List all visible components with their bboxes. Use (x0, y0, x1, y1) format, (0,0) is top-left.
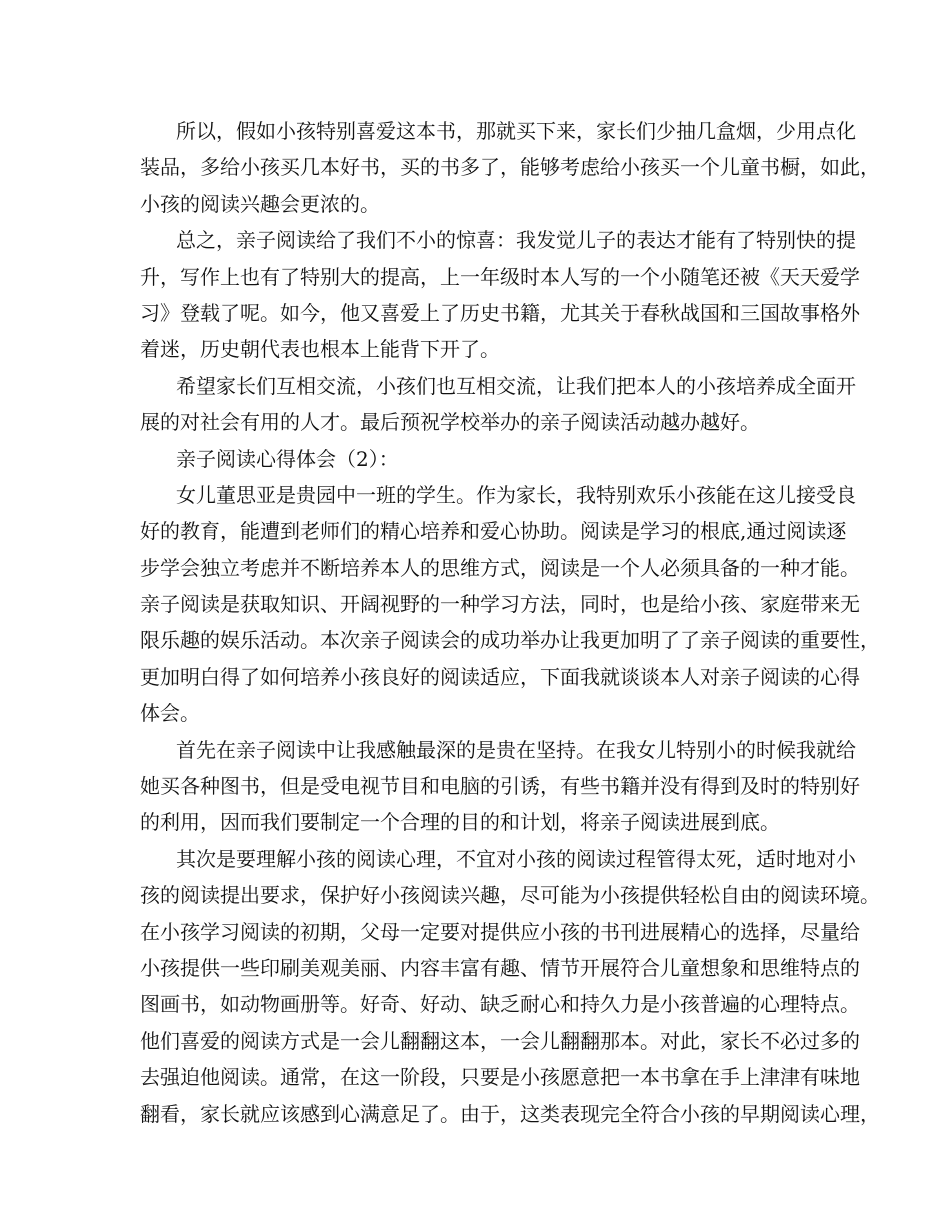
document-body (140, 113, 880, 1132)
text-line: 去强迫他阅读。通常，在这一阶段，只要是小孩愿意把一本书拿在手上津津有味地 (140, 1065, 860, 1090)
text-line: 所以，假如小孩特别喜爱这本书，那就买下来，家长们少抽几盒烟，少用点化 (176, 119, 856, 143)
text-line: 翻看，家长就应该感到心满意足了。由于，这类表现完全符合小孩的早期阅读心理， (140, 1101, 880, 1126)
text-line: 好的教育，能遭到老师们的精心培养和爱心协助。阅读是学习的根底,通过阅读逐 (140, 519, 847, 544)
text-line: 女儿董思亚是贵园中一班的学生。作为家长，我特别欢乐小孩能在这儿接受良 (176, 482, 856, 507)
text-line: 其次是要理解小孩的阅读心理，不宜对小孩的阅读过程管得太死，适时地对小 (176, 846, 856, 871)
text-line: 孩的阅读提出要求，保护好小孩阅读兴趣，尽可能为小孩提供轻松自由的阅读环境。 (140, 883, 880, 908)
text-line: 在小孩学习阅读的初期，父母一定要对提供应小孩的书刊进展精心的选择，尽量给 (140, 919, 860, 944)
text-line: 装品，多给小孩买几本好书，买的书多了，能够考虑给小孩买一个儿童书橱，如此， (140, 155, 880, 180)
text-line: 小孩的阅读兴趣会更浓的。 (140, 191, 380, 216)
text-line: 体会。 (140, 701, 200, 726)
text-line: 他们喜爱的阅读方式是一会儿翻翻这本，一会儿翻翻那本。对此，家长不必过多的 (140, 1028, 860, 1053)
text-line: 展的对社会有用的人才。最后预祝学校举办的亲子阅读活动越办越好。 (140, 410, 760, 435)
text-line: 亲子阅读心得体会（2）： (176, 446, 399, 471)
text-line: 着迷，历史朝代表也根本上能背下开了。 (140, 337, 500, 362)
text-line: 总之，亲子阅读给了我们不小的惊喜：我发觉儿子的表达才能有了特别快的提 (176, 228, 856, 253)
text-line: 限乐趣的娱乐活动。本次亲子阅读会的成功举办让我更加明了了亲子阅读的重要性， (140, 628, 880, 653)
text-line: 小孩提供一些印刷美观美丽、内容丰富有趣、情节开展符合儿童想象和思维特点的 (140, 955, 860, 980)
text-line: 希望家长们互相交流，小孩们也互相交流，让我们把本人的小孩培养成全面开 (176, 373, 856, 398)
text-line: 升，写作上也有了特别大的提高，上一年级时本人写的一个小随笔还被《天天爱学 (140, 264, 860, 289)
text-line: 她买各种图书，但是受电视节目和电脑的引诱，有些书籍并没有得到及时的特别好 (140, 774, 860, 799)
text-line: 更加明白得了如何培养小孩良好的阅读适应，下面我就谈谈本人对亲子阅读的心得 (140, 664, 860, 689)
text-line: 习》登载了呢。如今，他又喜爱上了历史书籍，尤其关于春秋战国和三国故事格外 (140, 300, 860, 325)
text-line: 步学会独立考虑并不断培养本人的思维方式，阅读是一个人必须具备的一种才能。 (140, 555, 860, 580)
text-line: 首先在亲子阅读中让我感触最深的是贵在坚持。在我女儿特别小的时候我就给 (176, 737, 856, 762)
text-line: 图画书，如动物画册等。好奇、好动、缺乏耐心和持久力是小孩普遍的心理特点。 (140, 992, 860, 1017)
text-line: 的利用，因而我们要制定一个合理的目的和计划，将亲子阅读进展到底。 (140, 810, 780, 835)
text-line: 亲子阅读是获取知识、开阔视野的一种学习方法，同时，也是给小孩、家庭带来无 (140, 592, 860, 617)
